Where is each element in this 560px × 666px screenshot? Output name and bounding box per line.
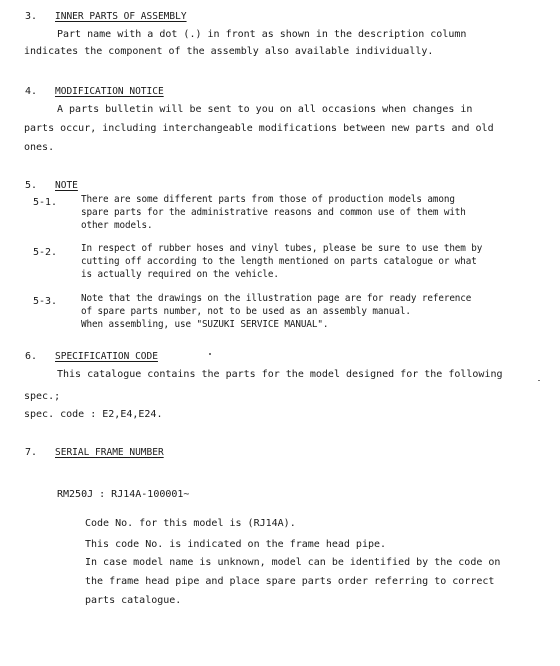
section-7-line-1: Code No. for this model is (RJ14A). [85,518,296,529]
section-3-number: 3. [25,11,38,22]
section-4-title: MODIFICATION NOTICE [55,86,164,97]
section-4-line-3: ones. [24,142,55,153]
note-5-2-id: 5-2. [33,247,58,258]
note-5-1-line-2: spare parts for the administrative reasons and common use of them with [81,207,466,218]
section-6-title: SPECIFICATION CODE [55,351,158,362]
section-3-line-1: Part name with a dot (.) in front as shown in the description column [57,29,467,40]
scan-speck [538,380,540,381]
section-6-number: 6. [25,351,38,362]
serial-frame-number: RM250J : RJ14A-100001~ [57,489,190,500]
section-7-line-3: In case model name is unknown, model can be identified by the code on [85,557,501,568]
section-6-line-3: spec. code : E2,E4,E24. [24,409,163,420]
section-6-line-1: This catalogue contains the parts for the model designed for the following [57,369,503,380]
note-5-2-line-1: In respect of rubber hoses and vinyl tubes, please be sure to use them by [81,243,483,254]
section-3-title: INNER PARTS OF ASSEMBLY [55,11,187,22]
section-3-line-2: indicates the component of the assembly also available individually. [24,46,434,57]
section-7-line-4: the frame head pipe and place spare parts order referring to correct [85,576,495,587]
note-5-2-line-2: cutting off according to the length mentioned on parts catalogue or what [81,256,477,267]
scan-speck [209,353,211,355]
note-5-2-line-3: is actually required on the vehicle. [81,269,279,280]
section-5-number: 5. [25,180,38,191]
note-5-3-line-2: of spare parts number, not to be used as an assembly manual. [81,306,411,317]
note-5-1-id: 5-1. [33,197,58,208]
section-7-title: SERIAL FRAME NUMBER [55,447,164,458]
section-7-line-5: parts catalogue. [85,595,182,606]
section-7-number: 7. [25,447,38,458]
section-4-line-1: A parts bulletin will be sent to you on all occasions when changes in [57,104,473,115]
section-4-number: 4. [25,86,38,97]
note-5-1-line-1: There are some different parts from those of production models among [81,194,455,205]
note-5-3-line-1: Note that the drawings on the illustration page are for ready reference [81,293,472,304]
section-5-title: NOTE [55,180,78,191]
note-5-3-line-3: When assembling, use "SUZUKI SERVICE MANUAL". [81,319,329,330]
note-5-3-id: 5-3. [33,296,58,307]
note-5-1-line-3: other models. [81,220,153,231]
section-7-line-2: This code No. is indicated on the frame head pipe. [85,539,387,550]
section-6-line-2: spec.; [24,391,61,402]
section-4-line-2: parts occur, including interchangeable modifications between new parts and old [24,123,494,134]
